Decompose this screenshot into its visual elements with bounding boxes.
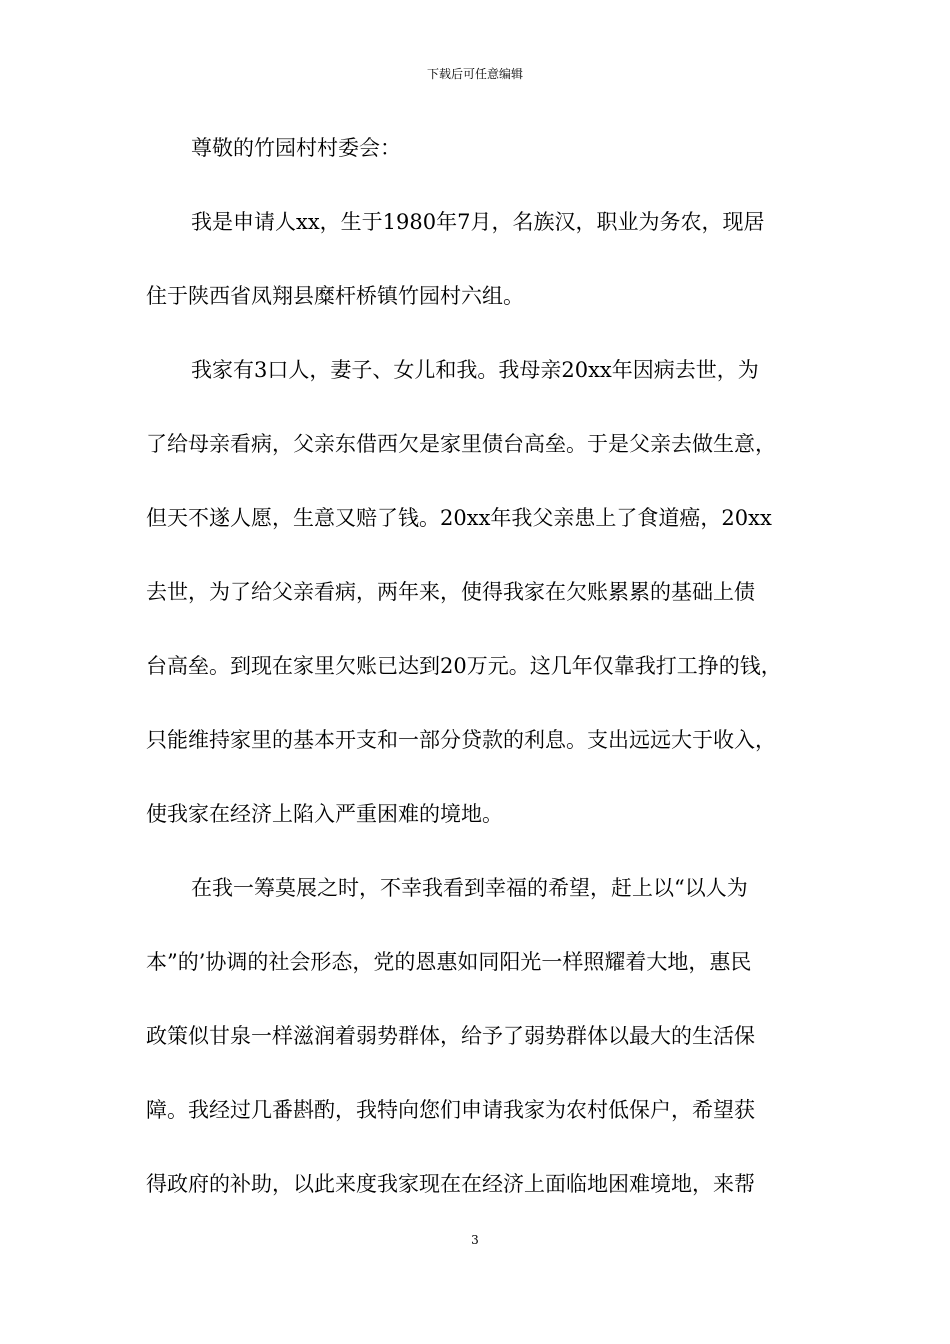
paragraph-2-line-7: 使我家在经济上陷入严重困难的境地。	[146, 802, 503, 826]
paragraph-3-line-3: 政策似甘泉一样滋润着弱势群体，给予了弱势群体以最大的生活保	[146, 1024, 755, 1048]
paragraph-1-line-2: 住于陕西省凤翔县糜杆桥镇竹园村六组。	[146, 284, 524, 308]
paragraph-3-line-1: 在我一筹莫展之时，不幸我看到幸福的希望，赶上以“以人为	[191, 876, 748, 900]
paragraph-1-line-1: 我是申请人xx，生于1980年7月，名族汉，职业为务农，现居	[191, 210, 765, 234]
salutation-line: 尊敬的竹园村村委会：	[191, 136, 401, 160]
page-header: 下载后可任意编辑	[426, 67, 523, 81]
paragraph-2-line-4: 去世，为了给父亲看病，两年来，使得我家在欠账累累的基础上债	[146, 580, 755, 604]
paragraph-2-line-1: 我家有3口人，妻子、女儿和我。我母亲20xx年因病去世，为	[191, 358, 759, 382]
paragraph-2-line-3: 但天不遂人愿，生意又赔了钱。20xx年我父亲患上了食道癌，20xx	[146, 506, 772, 530]
paragraph-3-line-5: 得政府的补助，以此来度我家现在在经济上面临地困难境地，来帮	[146, 1172, 755, 1196]
paragraph-3-line-2: 本”的’协调的社会形态，党的恩惠如同阳光一样照耀着大地，惠民	[146, 950, 752, 974]
paragraph-2-line-5: 台高垒。到现在家里欠账已达到20万元。这几年仅靠我打工挣的钱，	[146, 654, 782, 678]
paragraph-3-line-4: 障。我经过几番斟酌，我特向您们申请我家为农村低保户，希望获	[146, 1098, 755, 1122]
page-number: 3	[471, 1233, 479, 1247]
document-body	[146, 128, 826, 1238]
paragraph-2-line-2: 了给母亲看病，父亲东借西欠是家里债台高垒。于是父亲去做生意，	[146, 432, 776, 456]
paragraph-2-line-6: 只能维持家里的基本开支和一部分贷款的利息。支出远远大于收入，	[146, 728, 776, 752]
